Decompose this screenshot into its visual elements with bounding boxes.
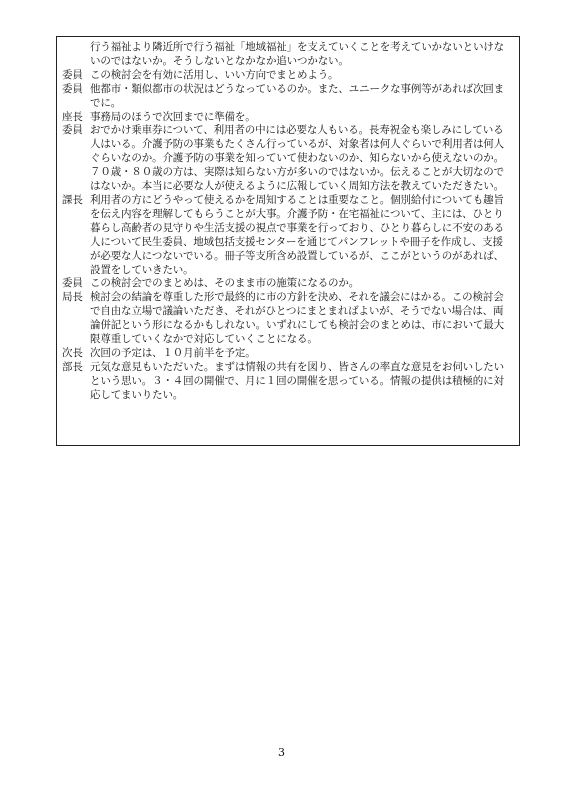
minutes-entry <box>62 41 513 69</box>
speech-text: 元気な意見もいただいた。まずは情報の共有を図り、皆さんの率直な意見をお伺いしたいという思い。３・４回の開催で、月に１回の開催を思っている。情報の提供は積極的に対応してまいりたい。 <box>90 360 504 401</box>
minutes-entry <box>62 291 513 347</box>
speaker-label: 座長 <box>62 110 83 123</box>
speech-text: 次回の予定は、１０月前半を予定。 <box>90 346 256 359</box>
minutes-box <box>56 36 520 446</box>
minutes-entry <box>62 111 513 125</box>
speaker-label: 局長 <box>62 291 83 304</box>
page-number: 3 <box>278 746 285 759</box>
minutes-entry <box>62 347 513 361</box>
speech-text: この検討会でのまとめは、そのまま市の施策になるのか。 <box>90 277 360 290</box>
speech-text: 利用者の方にどうやって使えるかを周知することは重要なこと。個別給付についても趣旨を伝え内容を理解してもらうことが大事。介護予防・在宅福祉について、主には、ひとり暮らし高齢者の見守りや生活支援の視点で事業を行っており、ひとり暮らしに不安のある人について民生委員、地域包括支援センターを通じてパンフレットや冊子を作成し、支援が必要な人につないでいる。冊子等支所含め設置しているが、ここがというのがあれば、設置をしていきたい。 <box>90 193 504 276</box>
minutes-entry <box>62 83 513 111</box>
minutes-entry <box>62 361 513 403</box>
speech-text: 検討会の結論を尊重した形で最終的に市の方針を決め、それを議会にはかる。この検討会で自由な立場で議論いただき、それがひとつにまとまればよいが、そうでない場合は、両論併記という形になるかもしれない。いずれにしても検討会のまとめは、市において最大限尊重していくなかで対応していくことになる。 <box>90 291 504 346</box>
speech-text: この検討会を有効に活用し、いい方向でまとめよう。 <box>90 68 339 81</box>
minutes-entry <box>62 277 513 291</box>
speech-text: 行う福祉より隣近所で行う福祉「地域福祉」を支えていくことを考えていかないといけないのではないか。そうしないとなかなか追いつかない。 <box>90 41 504 67</box>
minutes-entry <box>62 194 513 277</box>
speaker-label: 委員 <box>62 124 83 137</box>
speaker-label: 委員 <box>62 68 83 81</box>
speaker-label: 委員 <box>62 82 83 95</box>
minutes-entry <box>62 69 513 83</box>
speech-text: 他都市・類似都市の状況はどうなっているのか。また、ユニークな事例等があれば次回までに。 <box>90 82 504 109</box>
speaker-label: 部長 <box>62 360 83 373</box>
speaker-label: 次長 <box>62 346 83 359</box>
minutes-entry <box>62 124 513 194</box>
speaker-label: 委員 <box>62 277 83 290</box>
speech-text: おでかけ乗車券について、利用者の中には必要な人もいる。長寿祝金も楽しみにしている人はいる。介護予防の事業もたくさん行っているが、対象者は何人ぐらいで利用者は何人ぐらいなのか。介護予防の事業を知っていて使わないのか、知らないから使えないのか。７０歳・８０歳の方は、実際は知らない方が多いのではないか。伝えることが大切なのではないか。本当に必要な人が使えるように広報していく周知方法を教えていただきたい。 <box>90 124 504 193</box>
speaker-label: 課長 <box>62 193 83 206</box>
speech-text: 事務局のほうで次回までに準備を。 <box>90 110 256 123</box>
